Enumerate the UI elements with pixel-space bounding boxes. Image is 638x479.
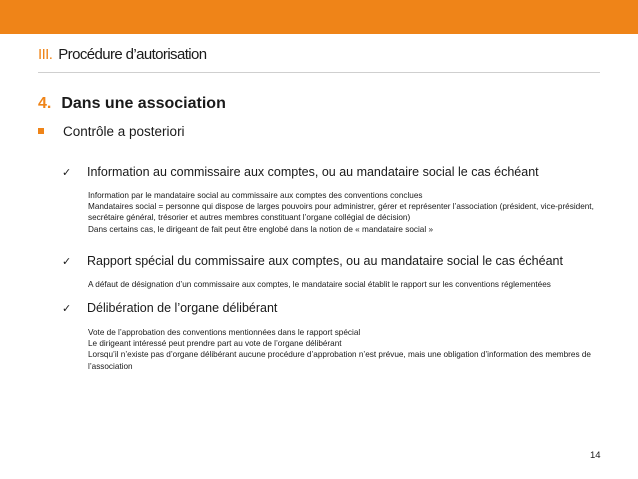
subsection-number: 4. [38, 95, 52, 112]
check-item [62, 165, 539, 179]
detail-line: Dans certains cas, le dirigeant de fait peut être englobé dans la notion de « mandataire social » [88, 224, 434, 234]
square-bullet-icon [38, 128, 44, 134]
detail-line: A défaut de désignation d’un commissaire aux comptes, le mandataire social établit le rapport sur les conventions réglementées [88, 280, 551, 289]
page-number: 14 [590, 450, 601, 461]
detail-line: Vote de l’approbation des conventions mentionnées dans le rapport spécial [88, 328, 361, 337]
check-item-title: Délibération de l’organe délibérant [87, 301, 278, 315]
detail-line: Lorsqu’il n’existe pas d’organe délibérant aucune procédure d’approbation n’est prévue, mais une obligation d’information des membres de l’association [88, 350, 591, 371]
check-item-details [88, 279, 613, 290]
check-item-details [88, 327, 613, 372]
checkmark-icon: ✓ [62, 303, 72, 315]
main-bullet-text: Contrôle a posteriori [63, 124, 185, 139]
checkmark-icon: ✓ [62, 256, 72, 268]
check-item [62, 301, 277, 315]
top-accent-bar [0, 0, 638, 34]
checkmark-icon: ✓ [62, 167, 72, 179]
detail-line: Information par le mandataire social au commissaire aux comptes des conventions conclues [88, 191, 423, 200]
check-item-title: Rapport spécial du commissaire aux comptes, ou au mandataire social le cas échéant [87, 254, 563, 268]
detail-line: Mandataires social = personne qui dispose de larges pouvoirs pour administrer, gérer et représenter l’association (président, vice-président, secrétaire général, trésorier et autres membres constituant l’organe collégial de décision) [88, 202, 594, 223]
check-item-details [88, 190, 613, 235]
section-title: Procédure d’autorisation [58, 46, 207, 63]
subsection-title: Dans une association [61, 95, 226, 112]
section-number: III. [38, 46, 53, 63]
check-item [62, 254, 563, 268]
main-bullet [38, 124, 185, 139]
detail-line: Le dirigeant intéressé peut prendre part au vote de l’organe délibérant [88, 339, 342, 349]
title-divider [38, 72, 600, 73]
subsection-heading [38, 95, 226, 113]
slide-title [38, 46, 206, 63]
check-item-title: Information au commissaire aux comptes, ou au mandataire social le cas échéant [87, 165, 539, 179]
